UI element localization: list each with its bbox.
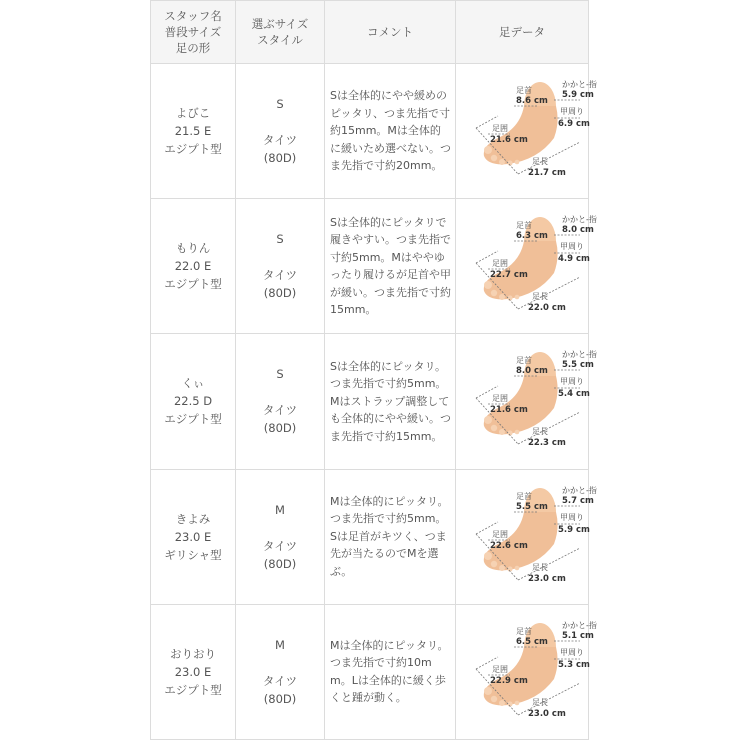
label-ball: 甲周り xyxy=(560,107,584,117)
staff-cell xyxy=(151,604,236,739)
denier-label: (80D) xyxy=(263,691,297,706)
value-circumference: 22.6 cm xyxy=(490,540,528,551)
value-circumference: 22.7 cm xyxy=(490,270,528,281)
foot-shape: エジプト型 xyxy=(164,412,222,427)
staff-name: おりおり xyxy=(170,646,216,661)
foot-diagram xyxy=(458,76,597,186)
size-cell xyxy=(236,604,325,739)
chosen-size: M xyxy=(275,637,285,652)
header-staff-line: スタッフ名 xyxy=(164,9,222,23)
label-circumference: 足囲 xyxy=(492,259,508,269)
size-cell xyxy=(236,64,325,199)
foot-data-cell xyxy=(456,469,597,604)
usual-size: 23.0 E xyxy=(174,529,212,544)
foot-diagram xyxy=(458,346,597,456)
style-label: タイツ xyxy=(262,538,298,553)
usual-size: 23.0 E xyxy=(174,664,212,679)
header-row xyxy=(151,1,589,64)
value-circumference: 22.9 cm xyxy=(490,675,528,686)
usual-size: 21.5 E xyxy=(174,124,212,139)
chosen-size: S xyxy=(276,232,284,247)
header-staff xyxy=(151,1,236,64)
chosen-size: S xyxy=(276,367,284,382)
value-ankle: 5.5 cm xyxy=(516,501,548,512)
staff-name: くぃ xyxy=(181,376,205,391)
header-comment: コメント xyxy=(325,1,456,64)
style-label: タイツ xyxy=(262,133,298,148)
value-length: 23.0 cm xyxy=(528,708,566,719)
value-ball: 5.4 cm xyxy=(558,389,590,400)
value-ball: 4.9 cm xyxy=(558,254,590,265)
label-circumference: 足囲 xyxy=(492,529,508,539)
label-circumference: 足囲 xyxy=(492,394,508,404)
foot-diagram xyxy=(458,482,597,592)
staff-name: きよみ xyxy=(175,511,211,526)
label-heel-toe: かかと-指 xyxy=(562,215,597,225)
label-circumference: 足囲 xyxy=(492,124,508,134)
foot-shape: エジプト型 xyxy=(164,682,222,697)
style-label: タイツ xyxy=(262,268,298,283)
denier-label: (80D) xyxy=(263,286,297,301)
table-row xyxy=(151,64,589,199)
value-ankle: 6.3 cm xyxy=(516,231,548,242)
value-heel-toe: 8.0 cm xyxy=(562,225,594,236)
value-heel-toe: 5.1 cm xyxy=(562,630,594,641)
value-length: 22.3 cm xyxy=(528,438,566,449)
label-ankle: 足首 xyxy=(516,356,532,366)
value-length: 21.7 cm xyxy=(528,168,566,179)
table-row xyxy=(151,334,589,469)
foot-shape: エジプト型 xyxy=(164,142,222,157)
label-ankle: 足首 xyxy=(516,221,532,231)
label-ball: 甲周り xyxy=(560,377,584,387)
staff-cell xyxy=(151,64,236,199)
staff-name: よびこ xyxy=(175,106,211,121)
comment-cell: Mは全体的にピッタリ。つま先指で寸約10mm。Lは全体的に緩く歩くと踵が動く。 xyxy=(325,604,456,739)
staff-cell xyxy=(151,334,236,469)
label-ankle: 足首 xyxy=(516,626,532,636)
value-circumference: 21.6 cm xyxy=(490,405,528,416)
label-length: 足長 xyxy=(532,562,548,572)
table-row xyxy=(151,469,589,604)
comment-cell: Sは全体的にやや緩めのピッタリ、つま先指で寸約15mm。Mは全体的に緩いため選べない。つま先指で寸約20mm。 xyxy=(325,64,456,199)
comment-cell: Sは全体的にピッタリ。つま先指で寸約5mm。Mはストラップ調整しても全体的にやや緩い。つま先指で寸約15mm。 xyxy=(325,334,456,469)
value-ball: 5.9 cm xyxy=(558,524,590,535)
chosen-size: M xyxy=(275,502,285,517)
table-row xyxy=(151,199,589,334)
staff-cell xyxy=(151,199,236,334)
style-label: タイツ xyxy=(262,673,298,688)
label-ball: 甲周り xyxy=(560,512,584,522)
foot-data-cell xyxy=(456,64,597,199)
staff-name: もりん xyxy=(175,241,211,256)
size-cell xyxy=(236,469,325,604)
label-heel-toe: かかと-指 xyxy=(562,350,597,360)
denier-label: (80D) xyxy=(263,556,297,571)
denier-label: (80D) xyxy=(263,151,297,166)
size-cell xyxy=(236,199,325,334)
label-ankle: 足首 xyxy=(516,86,532,96)
value-ball: 6.9 cm xyxy=(558,119,590,130)
size-comparison-table xyxy=(150,0,597,740)
comment-cell: Mは全体的にピッタリ。つま先指で寸約5mm。Sは足首がキツく、つま先が当たるのでMを選ぶ。 xyxy=(325,469,456,604)
value-ball: 5.3 cm xyxy=(558,659,590,670)
foot-diagram xyxy=(458,211,597,321)
label-heel-toe: かかと-指 xyxy=(562,80,597,90)
value-ankle: 6.5 cm xyxy=(516,636,548,647)
label-length: 足長 xyxy=(532,157,548,167)
header-foot-data: 足データ xyxy=(456,1,589,64)
comment-cell: Sは全体的にピッタリで履きやすい。つま先指で寸約5mm。Mはややゆったり履けるが足首や甲が緩い。つま先指で寸約15mm。 xyxy=(325,199,456,334)
value-circumference: 21.6 cm xyxy=(490,135,528,146)
header-size-line: スタイル xyxy=(257,33,303,47)
foot-diagram xyxy=(458,617,597,727)
value-length: 23.0 cm xyxy=(528,573,566,584)
table-row xyxy=(151,604,589,739)
label-ball: 甲周り xyxy=(560,242,584,252)
label-circumference: 足囲 xyxy=(492,664,508,674)
foot-shape: ギリシャ型 xyxy=(164,547,222,562)
header-size xyxy=(236,1,325,64)
foot-data-cell xyxy=(456,334,597,469)
header-staff-line: 足の形 xyxy=(175,41,211,55)
label-ankle: 足首 xyxy=(516,491,532,501)
value-heel-toe: 5.5 cm xyxy=(562,360,594,371)
foot-shape: エジプト型 xyxy=(164,277,222,292)
usual-size: 22.5 D xyxy=(173,394,213,409)
foot-data-cell xyxy=(456,604,597,739)
denier-label: (80D) xyxy=(263,421,297,436)
label-length: 足長 xyxy=(532,697,548,707)
value-length: 22.0 cm xyxy=(528,303,566,314)
label-length: 足長 xyxy=(532,427,548,437)
staff-cell xyxy=(151,469,236,604)
value-ankle: 8.0 cm xyxy=(516,366,548,377)
style-label: タイツ xyxy=(262,403,298,418)
label-heel-toe: かかと-指 xyxy=(562,485,597,495)
header-staff-line: 普段サイズ xyxy=(164,25,222,39)
header-size-line: 選ぶサイズ xyxy=(251,17,309,31)
value-ankle: 8.6 cm xyxy=(516,96,548,107)
label-length: 足長 xyxy=(532,292,548,302)
foot-data-cell xyxy=(456,199,597,334)
label-ball: 甲周り xyxy=(560,647,584,657)
usual-size: 22.0 E xyxy=(174,259,212,274)
chosen-size: S xyxy=(276,97,284,112)
size-cell xyxy=(236,334,325,469)
value-heel-toe: 5.7 cm xyxy=(562,495,594,506)
label-heel-toe: かかと-指 xyxy=(562,620,597,630)
value-heel-toe: 5.9 cm xyxy=(562,90,594,101)
